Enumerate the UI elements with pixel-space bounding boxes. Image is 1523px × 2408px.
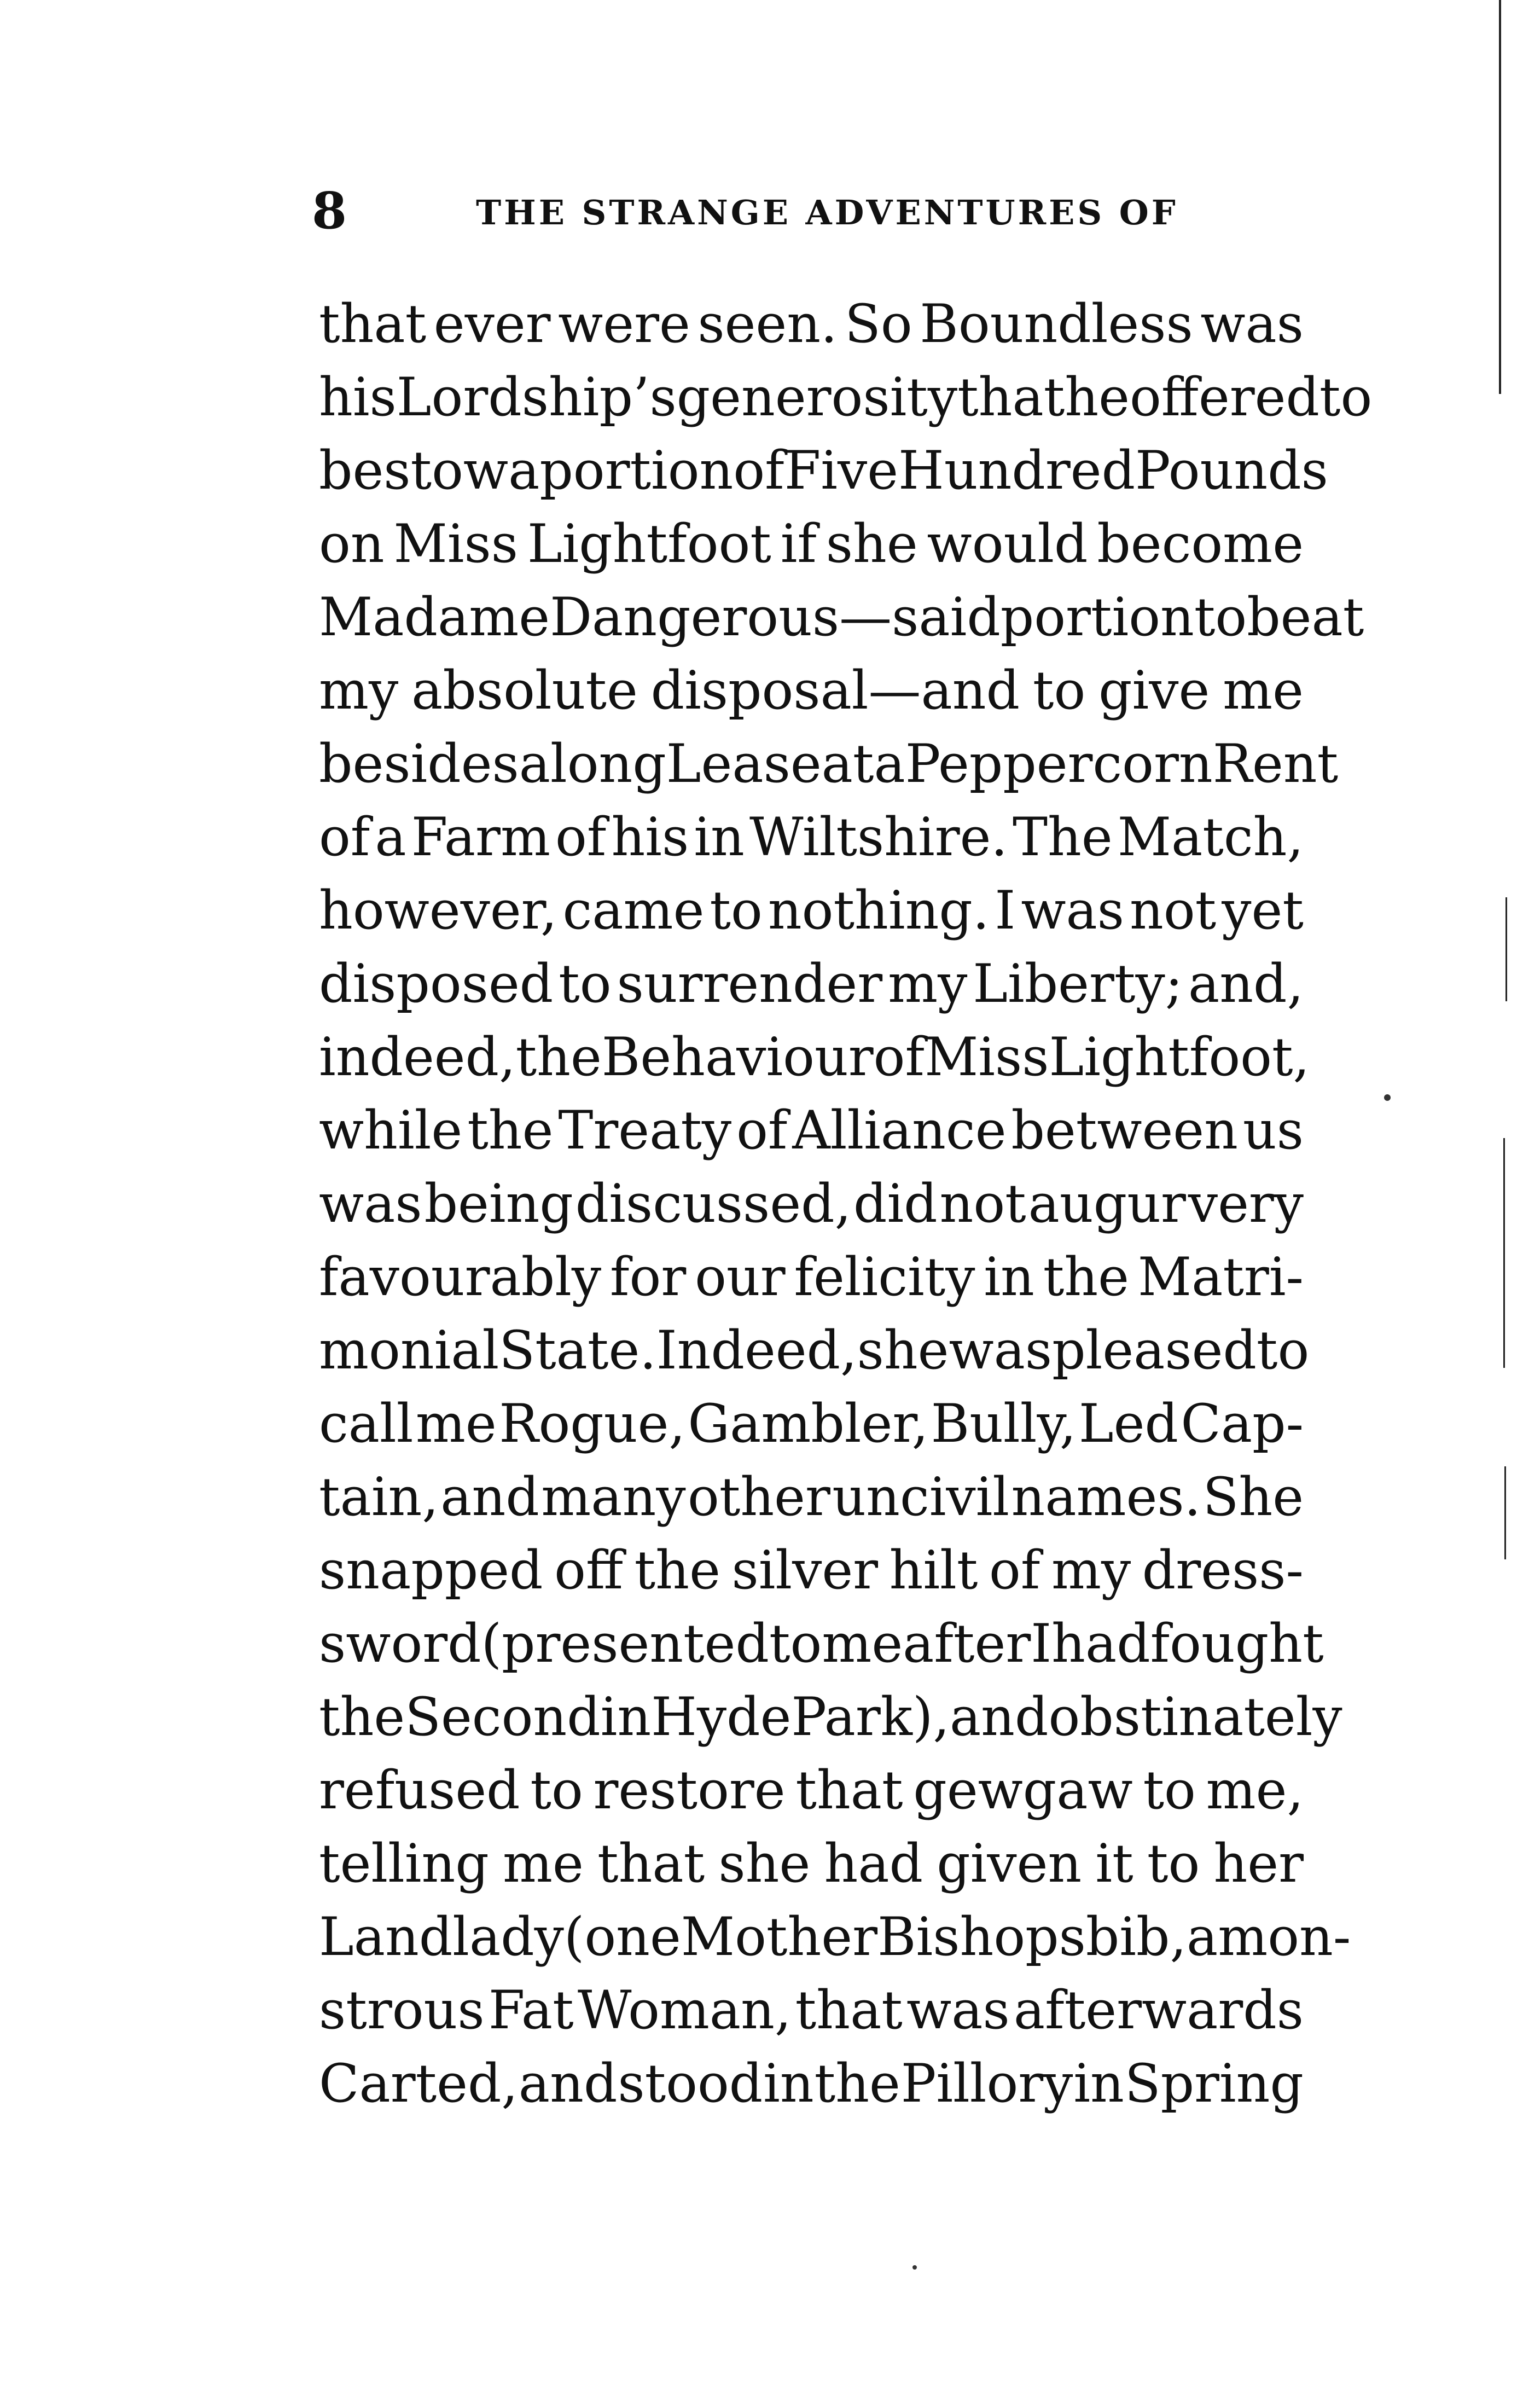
word: besides	[319, 733, 519, 794]
body-text	[319, 287, 1373, 2120]
word: disposed	[319, 953, 554, 1014]
word: that	[795, 1980, 903, 2041]
word: stood	[618, 2053, 763, 2114]
word: of	[736, 1100, 788, 1161]
scan-edge-line	[1505, 897, 1507, 1001]
page-number: 8	[312, 181, 347, 240]
word: to	[1194, 587, 1247, 648]
word: off	[554, 1540, 624, 1601]
word: and	[949, 1686, 1049, 1748]
word: yet	[1222, 880, 1304, 941]
word: for	[610, 1246, 687, 1308]
word: my	[1051, 1540, 1131, 1601]
word: Lordship’s	[396, 367, 677, 428]
text-line	[319, 1240, 1304, 1314]
word: other	[687, 1466, 830, 1528]
word: to	[1032, 660, 1086, 721]
text-line	[319, 654, 1304, 727]
word: Lease	[666, 733, 822, 794]
text-line	[319, 1387, 1304, 1460]
word: Fat	[488, 1980, 574, 2041]
word: augur	[1028, 1173, 1186, 1234]
word: surrender	[617, 953, 883, 1014]
word: Indeed,	[656, 1320, 857, 1381]
word: that	[319, 293, 427, 355]
word: Carted,	[319, 2053, 518, 2114]
word: gewgaw	[913, 1760, 1133, 1821]
word: long	[550, 733, 666, 794]
word: Match,	[1117, 806, 1304, 868]
word: restore	[593, 1760, 786, 1821]
word: his	[319, 367, 397, 428]
word: not	[939, 1173, 1026, 1234]
word: Lightfoot,	[1049, 1026, 1310, 1088]
text-line	[319, 874, 1304, 947]
word: Cap-	[1181, 1393, 1304, 1454]
word: Behaviour	[601, 1026, 874, 1088]
word: Second	[405, 1686, 601, 1748]
word: me	[502, 1833, 584, 1894]
word: pleased	[1052, 1320, 1257, 1381]
word: Bully,	[931, 1393, 1077, 1454]
word: Hundred	[898, 440, 1136, 501]
text-line	[319, 1167, 1304, 1240]
word: So	[845, 293, 912, 355]
text-line	[319, 1460, 1304, 1534]
word: being	[424, 1173, 573, 1234]
word: had	[1051, 1613, 1150, 1674]
word: and	[440, 1466, 539, 1528]
word: to	[710, 880, 763, 941]
word: it	[1095, 1833, 1133, 1894]
word: become	[1097, 513, 1304, 575]
text-line	[319, 1680, 1342, 1754]
word: to	[1143, 1760, 1196, 1821]
word: dress-	[1142, 1540, 1304, 1601]
word: me,	[1206, 1760, 1304, 1821]
text-line	[319, 1607, 1324, 1680]
word: Wiltshire.	[749, 806, 1008, 868]
word: telling	[319, 1833, 489, 1894]
word: after	[903, 1613, 1031, 1674]
word: snapped	[319, 1540, 543, 1601]
word: her	[1213, 1833, 1304, 1894]
word: bestow	[319, 440, 509, 501]
word: of	[733, 440, 784, 501]
word: Pillory	[900, 2053, 1073, 2114]
word: us	[1242, 1100, 1304, 1161]
word: Matri-	[1137, 1246, 1304, 1308]
word: Bishopsbib,	[877, 1906, 1187, 1968]
word: on	[319, 513, 385, 575]
word: of	[989, 1540, 1040, 1601]
word: not	[1130, 880, 1217, 941]
word: mon-	[1218, 1906, 1351, 1968]
word: did	[853, 1173, 938, 1234]
word: Boundless	[920, 293, 1193, 355]
text-line	[319, 361, 1373, 434]
word: Woman,	[577, 1980, 792, 2041]
word: me	[1223, 660, 1304, 721]
word: nothing.	[768, 880, 990, 941]
word: that	[597, 1833, 705, 1894]
word: the	[319, 1686, 405, 1748]
word: was	[906, 1980, 1010, 2041]
word: favourably	[319, 1246, 602, 1308]
word: call	[319, 1393, 414, 1454]
word: while	[319, 1100, 463, 1161]
word: Rent	[1212, 733, 1339, 794]
text-line	[319, 287, 1304, 361]
page-header	[312, 181, 1313, 241]
scan-edge-line	[1504, 1466, 1506, 1559]
word: strous	[319, 1980, 485, 2041]
word: disposal—and	[650, 660, 1020, 721]
word: Miss	[393, 513, 518, 575]
text-line	[319, 1974, 1304, 2047]
word: of	[555, 806, 607, 868]
word: Liberty;	[973, 953, 1183, 1014]
word: portion	[539, 440, 734, 501]
word: offered	[1129, 367, 1319, 428]
scan-speck	[912, 2265, 917, 2270]
word: State.	[499, 1320, 656, 1381]
word: Pounds	[1135, 440, 1328, 501]
word: Alliance	[792, 1100, 1007, 1161]
word: that	[795, 1760, 903, 1821]
word: our	[695, 1246, 786, 1308]
word: refused	[319, 1760, 520, 1821]
word: fought	[1150, 1613, 1324, 1674]
word: the	[1043, 1246, 1129, 1308]
word: however,	[319, 880, 557, 941]
word: that	[957, 367, 1065, 428]
word: many	[541, 1466, 686, 1528]
word: Miss	[925, 1026, 1049, 1088]
text-line	[319, 1827, 1304, 1900]
word: absolute	[411, 660, 638, 721]
word: she	[718, 1833, 811, 1894]
word: felicity	[794, 1246, 975, 1308]
text-line	[319, 1314, 1310, 1387]
scan-edge-line	[1499, 0, 1501, 394]
word: hilt	[889, 1540, 978, 1601]
word: seen.	[697, 293, 838, 355]
word: silver	[731, 1540, 879, 1601]
text-line	[319, 581, 1364, 654]
word: to	[530, 1760, 583, 1821]
word: discussed,	[575, 1173, 852, 1234]
word: be	[1247, 587, 1312, 648]
word: (presented	[481, 1613, 769, 1674]
word: the	[515, 1026, 602, 1088]
word: I	[995, 880, 1016, 941]
scan-speck	[1384, 1094, 1391, 1101]
text-line	[319, 947, 1304, 1020]
word: ever	[433, 293, 551, 355]
text-line	[319, 1754, 1304, 1827]
word: at	[1311, 587, 1364, 648]
word: sword	[319, 1613, 481, 1674]
scan-edge-line	[1503, 1138, 1505, 1368]
word: in	[694, 806, 745, 868]
text-line	[319, 800, 1304, 874]
word: generosity	[676, 367, 958, 428]
word: the	[814, 2053, 900, 2114]
word: Led	[1078, 1393, 1178, 1454]
word: my	[319, 660, 399, 721]
word: of	[319, 806, 370, 868]
word: afterwards	[1013, 1980, 1304, 2041]
text-line	[319, 727, 1339, 800]
word: Mother	[681, 1906, 877, 1968]
word: between	[1011, 1100, 1238, 1161]
word: portion	[1000, 587, 1194, 648]
word: to	[1256, 1320, 1310, 1381]
word: his	[611, 806, 689, 868]
word: had	[824, 1833, 923, 1894]
word: given	[937, 1833, 1082, 1894]
running-head: THE STRANGE ADVENTURES OF	[476, 193, 1178, 233]
word: a	[375, 806, 406, 868]
word: the	[467, 1100, 554, 1161]
word: and	[518, 2053, 618, 2114]
word: was	[319, 1173, 422, 1234]
word: was	[1021, 880, 1125, 941]
word: in	[984, 1246, 1034, 1308]
word: Gambler,	[688, 1393, 929, 1454]
word: to	[769, 1613, 822, 1674]
word: The	[1013, 806, 1113, 868]
word: me	[822, 1613, 903, 1674]
word: Landlady	[319, 1906, 564, 1968]
word: Hyde	[651, 1686, 792, 1748]
word: and,	[1188, 953, 1304, 1014]
word: came	[562, 880, 705, 941]
word: would	[927, 513, 1088, 575]
word: me	[415, 1393, 497, 1454]
word: Five	[784, 440, 899, 501]
word: tain,	[319, 1466, 439, 1528]
word: a	[1186, 1906, 1218, 1968]
word: Treaty	[558, 1100, 732, 1161]
word: to	[1319, 367, 1373, 428]
word: Dangerous—said	[550, 587, 1001, 648]
word: very	[1188, 1173, 1304, 1234]
word: in	[763, 2053, 814, 2114]
text-line	[319, 2047, 1304, 2120]
text-line	[319, 1094, 1304, 1167]
word: was	[949, 1320, 1053, 1381]
word: Peppercorn	[905, 733, 1213, 794]
text-line	[319, 434, 1328, 507]
word: she	[857, 1320, 949, 1381]
word: obstinately	[1048, 1686, 1342, 1748]
word: Madame	[319, 587, 550, 648]
word: give	[1098, 660, 1210, 721]
word: indeed,	[319, 1026, 516, 1088]
word: was	[1200, 293, 1304, 355]
word: in	[1073, 2053, 1124, 2114]
word: uncivil	[832, 1466, 1010, 1528]
word: were	[558, 293, 690, 355]
text-line	[319, 1534, 1304, 1607]
word: in	[600, 1686, 652, 1748]
word: to	[559, 953, 612, 1014]
word: Spring	[1124, 2053, 1304, 2114]
word: I	[1031, 1613, 1052, 1674]
word: She	[1202, 1466, 1304, 1528]
word: my	[888, 953, 968, 1014]
text-line	[319, 507, 1304, 581]
word: she	[826, 513, 918, 575]
word: Park),	[791, 1686, 950, 1748]
word: Rogue,	[499, 1393, 685, 1454]
word: Lightfoot	[527, 513, 771, 575]
text-line	[319, 1900, 1351, 1974]
word: at	[821, 733, 874, 794]
word: if	[780, 513, 817, 575]
word: of	[873, 1026, 925, 1088]
word: he	[1065, 367, 1130, 428]
word: a	[874, 733, 905, 794]
word: to	[1147, 1833, 1200, 1894]
word: monial	[319, 1320, 499, 1381]
word: a	[508, 440, 540, 501]
word: Farm	[411, 806, 550, 868]
word: a	[519, 733, 550, 794]
word: (one	[563, 1906, 681, 1968]
text-line	[319, 1020, 1310, 1094]
word: names.	[1011, 1466, 1201, 1528]
word: the	[634, 1540, 720, 1601]
